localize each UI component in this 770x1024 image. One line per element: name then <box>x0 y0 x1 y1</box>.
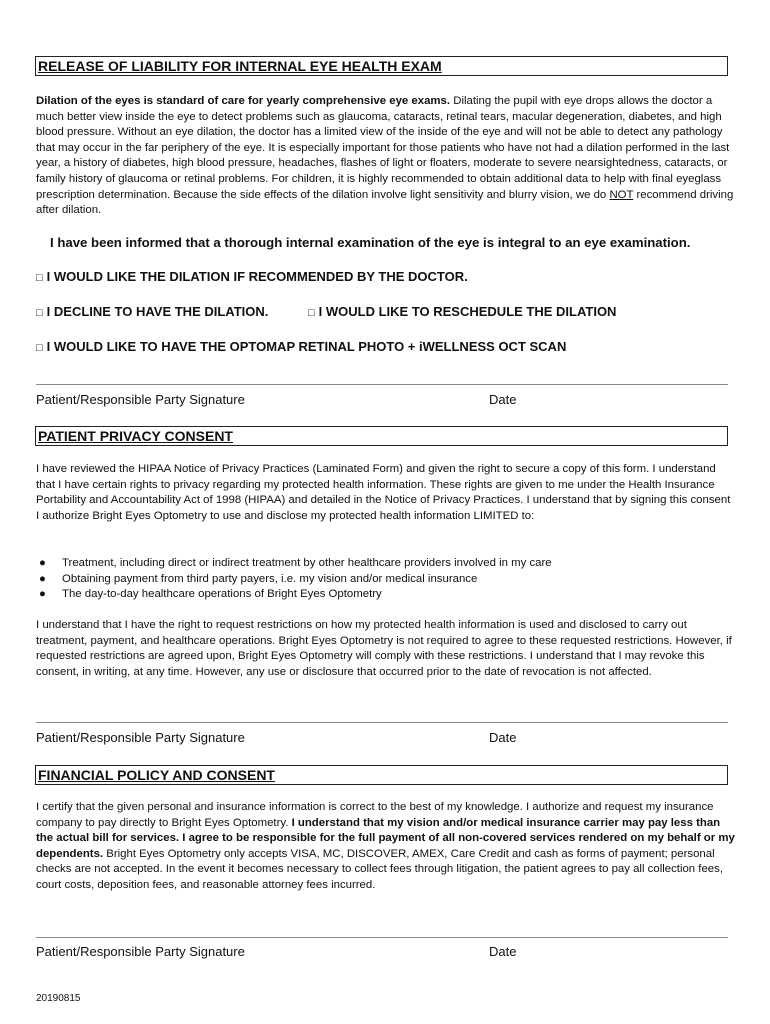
financial-paragraph <box>36 800 736 894</box>
financial-signature-label: Patient/Responsible Party Signature <box>36 944 245 959</box>
dilation-text-end: recommend driving after dilation. <box>36 188 734 217</box>
form-version-code: 20190815 <box>36 993 81 1004</box>
checkbox-icon[interactable]: □ <box>308 307 315 319</box>
bullet-text: Obtaining payment from third party payers, i.e. my vision and/or medical insurance <box>62 572 478 585</box>
privacy-heading: PATIENT PRIVACY CONSENT <box>35 426 728 446</box>
release-signature-label: Patient/Responsible Party Signature <box>36 392 245 407</box>
privacy-signature-line[interactable] <box>36 722 728 723</box>
option-reschedule[interactable] <box>308 304 616 319</box>
checkbox-icon[interactable]: □ <box>36 272 43 284</box>
bullet-text: The day-to-day healthcare operations of Bright Eyes Optometry <box>62 588 382 601</box>
bullet-text: Treatment, including direct or indirect treatment by other healthcare providers involved in my care <box>62 557 552 569</box>
privacy-paragraph-2: I understand that I have the right to request restrictions on how my protected health information is used and disclosed to carry out treatment, payment, and healthcare operations. Bright Eyes Optometry is not required to agree to these requested restrictions. However, if requested restrictions are agreed upon, Bright Eyes Optometry will comply with these restrictions. I understand that I may revoke this consent, in writing, at any time. However, any use or disclosure that occurred prior to the date of revocation is not affected. <box>36 619 732 678</box>
checkbox-icon[interactable]: □ <box>36 307 43 319</box>
privacy-bullet-list <box>36 556 736 603</box>
financial-text: I certify that the given personal and insurance information is correct to the best of my knowledge. I authorize and request my insurance company to pay directly to Bright Eyes Optometry. <box>36 801 714 829</box>
option-decline[interactable] <box>36 304 268 319</box>
release-signature-line[interactable] <box>36 384 728 385</box>
bullet-icon: ● <box>39 572 46 585</box>
bullet-icon: ● <box>39 588 46 601</box>
financial-text-end: Bright Eyes Optometry only accepts VISA, MC, DISCOVER, AMEX, Care Credit and cash as forms of payment; personal checks are not accepted. In the event it becomes necessary to collect fees through litigation, the patient agrees to pay all collection fees, court costs, deposition fees, and reasonable attorney fees incurred. <box>36 847 724 891</box>
option-optomap[interactable] <box>36 339 566 354</box>
option-dilation-label: I WOULD LIKE THE DILATION IF RECOMMENDED BY THE DOCTOR. <box>46 269 468 284</box>
dilation-paragraph <box>36 94 736 219</box>
option-reschedule-label: I WOULD LIKE TO RESCHEDULE THE DILATION <box>318 304 617 319</box>
checkbox-icon[interactable]: □ <box>36 342 43 354</box>
option-optomap-label: I WOULD LIKE TO HAVE THE OPTOMAP RETINAL PHOTO + iWELLNESS OCT SCAN <box>46 339 567 354</box>
financial-bold-text: I understand that my vision and/or medical insurance carrier may pay less than the actual bill for services. I agree to be responsible for the full payment of all non-covered services rendered on my behalf or my dependents. <box>36 816 735 860</box>
dilation-bold-lead: Dilation of the eyes is standard of care for yearly comprehensive eye exams. <box>36 95 451 107</box>
list-item <box>36 572 736 588</box>
release-date-label: Date <box>489 392 517 407</box>
dilation-text: Dilating the pupil with eye drops allows the doctor a much better view inside the eye to detect problems such as glaucoma, cataracts, retinal tears, macular degeneration, diabetes, and high blood pressure. Without an eye dilation, the doctor has a limited view of the inside of the eye and will not be able to detect any pathology that may occur in the far periphery of the eye. It is especially important for those patients who have not had a dilation performed in the last year, a history of diabetes, high blood pressure, headaches, flashes of light or floaters, moderate to severe nearsightedness, cataracts, or family history of glaucoma or retinal problems. For children, it is highly recommended to obtain additional data to help with final eyeglass prescription determination. Because the side effects of the dilation involve light sensitivity and blurry vision, we do <box>36 95 730 201</box>
privacy-paragraph-1: I have reviewed the HIPAA Notice of Privacy Practices (Laminated Form) and given the right to secure a copy of this form. I understand that I have certain rights to privacy regarding my protected health information. These rights are given to me under the Health Insurance Portability and Accountability Act of 1998 (HIPAA) and detailed in the Notice of Privacy Practices. I understand that by signing this consent I authorize Bright Eyes Optometry to use and disclose my protected health information LIMITED to: <box>36 463 731 522</box>
financial-date-label: Date <box>489 944 517 959</box>
release-heading: RELEASE OF LIABILITY FOR INTERNAL EYE HEALTH EXAM <box>35 56 728 76</box>
not-emphasis: NOT <box>609 188 634 201</box>
list-item <box>36 556 736 572</box>
privacy-signature-label: Patient/Responsible Party Signature <box>36 730 245 745</box>
list-item <box>36 587 736 603</box>
option-decline-label: I DECLINE TO HAVE THE DILATION. <box>46 304 269 319</box>
informed-statement: I have been informed that a thorough internal examination of the eye is integral to an eye examination. <box>50 235 691 250</box>
bullet-icon: ● <box>39 557 46 569</box>
option-dilation[interactable] <box>36 269 468 284</box>
financial-signature-line[interactable] <box>36 937 728 938</box>
financial-heading: FINANCIAL POLICY AND CONSENT <box>35 765 728 785</box>
privacy-date-label: Date <box>489 730 517 745</box>
